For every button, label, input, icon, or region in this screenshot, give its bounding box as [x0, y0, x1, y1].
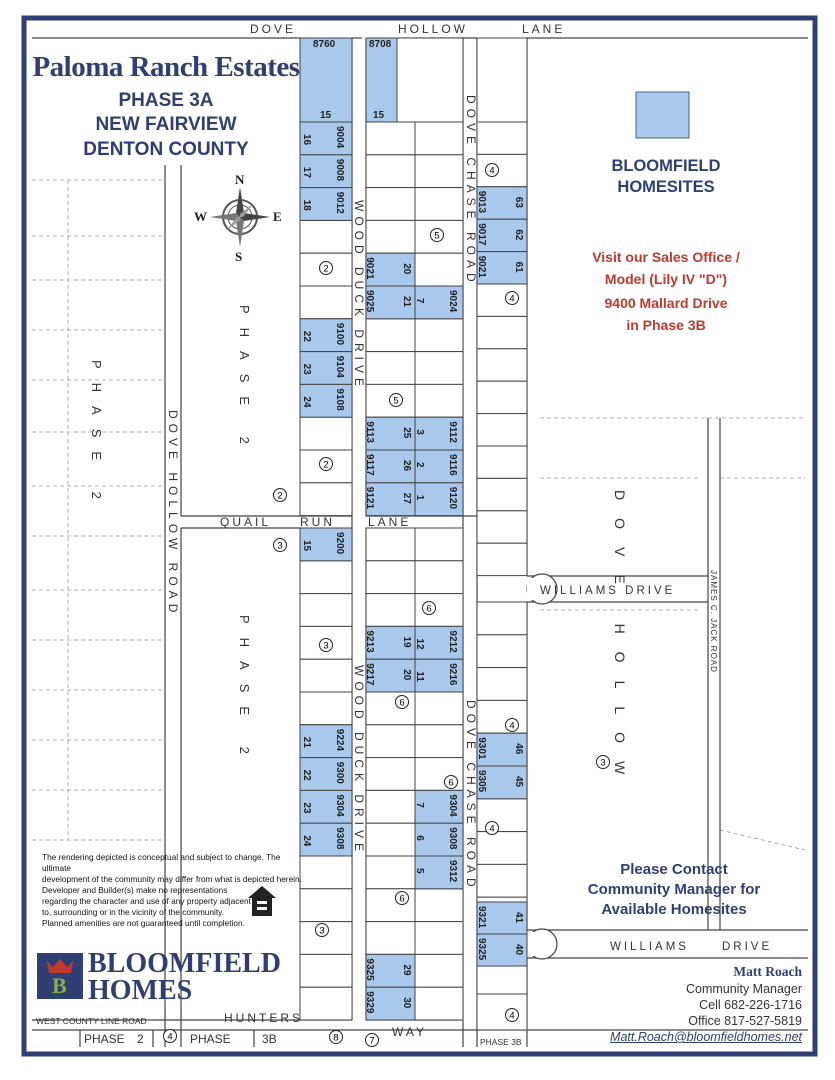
address-label: 9113	[364, 421, 375, 443]
lot	[397, 38, 463, 122]
svg-text:3: 3	[319, 925, 325, 937]
address-label: 9224	[334, 728, 345, 752]
lot	[366, 188, 415, 221]
address-label: 9012	[334, 191, 345, 214]
lot-number: 26	[401, 460, 412, 472]
lot-number: 27	[401, 492, 412, 504]
address-label: 9305	[476, 770, 487, 793]
lot-number: 61	[513, 261, 524, 273]
block-marker	[320, 458, 333, 471]
lot	[415, 561, 463, 594]
legend-label-line1: BLOOMFIELD	[611, 157, 721, 175]
lot	[415, 384, 463, 417]
lot-number: 23	[301, 802, 312, 814]
lot-number: 29	[401, 964, 412, 976]
street-dove-chase-lower: DOVE CHASE ROAD	[464, 700, 478, 892]
lot	[477, 122, 527, 154]
street-quail: QUAIL	[220, 515, 272, 529]
lot-number: 20	[401, 669, 412, 681]
contact-line2: Community Manager for	[587, 881, 761, 898]
address-label: 9024	[447, 290, 458, 313]
manager-office: Office 817-527-5819	[688, 1014, 802, 1028]
lot	[366, 889, 415, 922]
lot	[415, 692, 463, 725]
address-label: 9308	[334, 827, 345, 850]
street-hollow: HOLLOW	[398, 22, 469, 36]
address-label: 9120	[447, 486, 458, 510]
lot-number: 15	[373, 110, 385, 121]
lot	[477, 38, 527, 122]
lot	[477, 414, 527, 446]
lot	[366, 823, 415, 856]
bloomfield-logo-mark	[37, 953, 83, 999]
block-marker	[316, 924, 329, 937]
address-label: 9013	[476, 190, 487, 214]
lot	[415, 594, 463, 627]
lot	[415, 253, 463, 286]
street-james-jack: JAMES C. JACK ROAD	[709, 570, 718, 673]
lot	[366, 528, 415, 561]
lot-number: 21	[401, 296, 412, 308]
compass-e: E	[273, 209, 282, 224]
svg-text:6: 6	[399, 697, 405, 709]
svg-text:6: 6	[448, 777, 454, 789]
block-marker	[445, 776, 458, 789]
disclaimer-line: Planned amenities are not guaranteed until completion.	[42, 918, 245, 928]
lot	[415, 725, 463, 758]
lot-number: 11	[414, 671, 425, 682]
address-label: 9321	[476, 906, 487, 929]
address-label: 8708	[369, 39, 392, 50]
bottom-2-label: 2	[137, 1032, 144, 1046]
lot	[415, 889, 463, 922]
disclaimer-line: to, surrounding or in the vicinity of the community.	[42, 907, 225, 917]
address-label: 9117	[364, 454, 375, 476]
lot	[300, 659, 352, 692]
lot-number: 41	[513, 912, 524, 924]
lot	[300, 220, 352, 253]
block-marker	[396, 892, 409, 905]
block-marker	[320, 639, 333, 652]
address-label: 9017	[476, 223, 487, 246]
lot	[300, 417, 352, 450]
lot	[366, 352, 415, 385]
block-marker	[366, 1034, 379, 1047]
svg-text:2: 2	[277, 490, 283, 502]
lot	[477, 316, 527, 348]
county-subtitle: DENTON COUNTY	[83, 139, 249, 160]
address-label: 9213	[364, 630, 375, 653]
lot-number: 16	[301, 134, 312, 146]
block-marker	[423, 602, 436, 615]
address-label: 9216	[447, 663, 458, 686]
lot	[477, 284, 527, 316]
lot	[366, 790, 415, 823]
bottom-phase-label-2: PHASE	[190, 1032, 231, 1046]
logo-line2: HOMES	[88, 975, 193, 1006]
lot-number: 5	[414, 868, 425, 874]
lot-number: 24	[301, 396, 312, 408]
manager-name: Matt Roach	[733, 964, 802, 979]
address-label: 9104	[334, 355, 345, 378]
lot-number: 1	[414, 494, 425, 501]
street-williams-upper: WILLIAMS DRIVE	[540, 585, 676, 597]
svg-text:3: 3	[600, 757, 606, 769]
address-label: 9325	[476, 938, 487, 961]
legend-label	[560, 156, 772, 198]
compass-s: S	[235, 249, 243, 264]
address-label: 9021	[476, 255, 487, 278]
street-williams: WILLIAMS	[610, 941, 689, 953]
svg-text:4: 4	[509, 293, 515, 305]
address-label: 9217	[364, 663, 375, 686]
lot	[366, 594, 415, 627]
lot	[300, 483, 352, 516]
address-label: 9308	[447, 827, 458, 850]
address-label: 8760	[313, 39, 336, 50]
phase-2-left: PHASE 2	[89, 360, 104, 513]
lot	[415, 528, 463, 561]
lot-number: 17	[301, 166, 312, 178]
block-marker	[274, 489, 287, 502]
block-marker	[506, 719, 519, 732]
street-drive: DRIVE	[722, 941, 773, 953]
lot-number: 22	[301, 769, 312, 781]
lot	[300, 987, 352, 1020]
lot	[477, 700, 527, 733]
page-title: Paloma Ranch Estates	[32, 51, 300, 83]
block-marker	[506, 1009, 519, 1022]
sales-office-line3: 9400 Mallard Drive	[604, 295, 728, 311]
legend-label-line2: HOMESITES	[617, 178, 715, 196]
lot	[477, 381, 527, 413]
address-label: 9025	[364, 290, 375, 313]
lot	[477, 154, 527, 186]
svg-text:5: 5	[393, 395, 399, 407]
lot-number: 19	[401, 636, 412, 648]
address-label: 9108	[334, 388, 345, 411]
address-label: 9200	[334, 532, 345, 555]
disclaimer-line: development of the community may differ from what is depicted herein.	[42, 874, 302, 884]
address-label: 9021	[364, 257, 375, 280]
street-dove-chase-upper: DOVE CHASE ROAD	[464, 95, 478, 287]
address-label: 9004	[334, 126, 345, 149]
lot-number: 62	[513, 229, 524, 241]
lot-number: 30	[401, 997, 412, 1009]
phase-2-lower: PHASE 2	[237, 615, 252, 768]
lot	[366, 220, 415, 253]
block-marker	[274, 539, 287, 552]
svg-text:8: 8	[333, 1032, 339, 1044]
address-label: 9325	[364, 958, 375, 981]
street-dove: DOVE	[250, 22, 297, 36]
block-marker	[164, 1030, 177, 1043]
block-marker	[390, 394, 403, 407]
address-label: 9312	[447, 860, 458, 883]
lot	[300, 286, 352, 319]
lot-number: 12	[414, 638, 425, 650]
lot	[477, 799, 527, 832]
svg-text:7: 7	[369, 1035, 375, 1047]
block-marker	[506, 292, 519, 305]
compass-n: N	[235, 172, 245, 187]
street-lane-2: LANE	[368, 515, 412, 529]
lot-number: 46	[513, 743, 524, 755]
manager-cell: Cell 682-226-1716	[699, 998, 802, 1012]
disclaimer-line: The rendering depicted is conceptual and subject to change. The ultimate	[42, 852, 281, 873]
lot	[477, 478, 527, 510]
lot	[300, 692, 352, 725]
contact-line1: Please Contact	[620, 861, 728, 878]
street-dove-hollow-road: DOVE HOLLOW ROAD	[166, 410, 180, 618]
lot	[366, 155, 415, 188]
lot-number: 23	[301, 363, 312, 375]
logo-line1: BLOOMFIELD	[88, 948, 281, 979]
disclaimer-line: regarding the character and use of any property adjacent	[42, 896, 251, 906]
lot	[366, 561, 415, 594]
lot	[415, 352, 463, 385]
lot	[477, 446, 527, 478]
contact-line3: Available Homesites	[601, 901, 747, 918]
address-label: 9301	[476, 737, 487, 760]
address-label: 9116	[447, 454, 458, 476]
address-label: 9304	[447, 794, 458, 817]
lot	[366, 692, 415, 725]
bottom-phase-label: PHASE	[84, 1032, 125, 1046]
block-marker	[486, 822, 499, 835]
lot-number: 15	[320, 110, 332, 121]
disclaimer-line: Developer and Builder(s) make no representations	[42, 885, 228, 895]
lot	[477, 349, 527, 381]
lot	[477, 635, 527, 668]
lot	[477, 864, 527, 897]
lot	[366, 725, 415, 758]
lot-number: 22	[301, 330, 312, 342]
manager-email-link[interactable]: Matt.Roach@bloomfieldhomes.net	[610, 1030, 802, 1044]
legend-swatch	[636, 92, 689, 138]
sales-office-line2: Model (Lily IV "D")	[604, 271, 728, 287]
lot-number: 2	[414, 462, 425, 468]
sales-office-line1: Visit our Sales Office /	[592, 249, 740, 265]
disclaimer	[42, 852, 310, 929]
lot-number: 63	[513, 196, 524, 208]
address-label: 9112	[447, 421, 458, 443]
bottom-3b-label: 3B	[262, 1032, 277, 1046]
lot	[415, 954, 463, 987]
lot-number: 24	[301, 835, 312, 847]
address-label: 9212	[447, 630, 458, 653]
lot	[477, 543, 527, 575]
lot	[366, 758, 415, 791]
lot	[477, 832, 527, 865]
svg-text:4: 4	[489, 823, 495, 835]
address-label: 9329	[364, 991, 375, 1014]
address-label: 9304	[334, 794, 345, 817]
lot	[366, 319, 415, 352]
street-run: RUN	[300, 515, 335, 529]
lot-number: 7	[414, 802, 425, 808]
lot	[366, 856, 415, 889]
svg-text:3: 3	[323, 640, 329, 652]
lot-number: 3	[414, 429, 425, 435]
lot	[300, 561, 352, 594]
svg-text:3: 3	[277, 540, 283, 552]
lot	[477, 994, 527, 1030]
lot-number: 21	[301, 736, 312, 748]
street-hunters: HUNTERS	[224, 1011, 304, 1025]
lot	[477, 602, 527, 635]
phase-2-upper: PHASE 2	[237, 305, 252, 458]
block-marker	[396, 696, 409, 709]
svg-text:2: 2	[323, 459, 329, 471]
svg-text:6: 6	[399, 893, 405, 905]
lot-number: 7	[414, 298, 425, 304]
lot	[477, 511, 527, 543]
lot-number: 45	[513, 776, 524, 788]
lot	[415, 122, 463, 155]
lot-number: 25	[401, 427, 412, 439]
block-marker	[320, 262, 333, 275]
block-marker	[486, 164, 499, 177]
west-county-line-road: WEST COUNTY LINE ROAD	[36, 1016, 147, 1026]
street-wood-duck-upper: WOOD DUCK DRIVE	[352, 200, 366, 392]
svg-text:B: B	[52, 973, 67, 998]
svg-text:5: 5	[434, 230, 440, 242]
lot	[300, 594, 352, 627]
street-wood-duck-lower: WOOD DUCK DRIVE	[352, 665, 366, 857]
lot	[477, 668, 527, 701]
lot-number: 40	[513, 944, 524, 956]
address-label: 9121	[364, 486, 375, 510]
sales-office-line4: in Phase 3B	[626, 317, 706, 333]
manager-role: Community Manager	[685, 982, 802, 996]
dove-hollow-right: DOVE HOLLOW	[612, 490, 628, 793]
lot-number: 15	[301, 540, 312, 552]
compass-w: W	[194, 209, 207, 224]
lot	[415, 987, 463, 1020]
lot	[415, 319, 463, 352]
svg-text:4: 4	[167, 1031, 173, 1043]
svg-text:4: 4	[509, 720, 515, 732]
lot	[366, 922, 415, 955]
block-marker	[330, 1031, 343, 1044]
lot-number: 6	[414, 835, 425, 841]
street-way: WAY	[392, 1025, 427, 1039]
lot	[366, 122, 415, 155]
lot-number: 20	[401, 263, 412, 275]
street-lane: LANE	[522, 22, 566, 36]
lot	[415, 188, 463, 221]
svg-text:2: 2	[323, 263, 329, 275]
lot	[300, 954, 352, 987]
lot	[415, 922, 463, 955]
address-label: 9008	[334, 158, 345, 182]
block-marker	[597, 756, 610, 769]
city-subtitle: NEW FAIRVIEW	[95, 114, 237, 135]
block-marker	[431, 229, 444, 242]
svg-text:4: 4	[489, 165, 495, 177]
phase-3b-corner: PHASE 3B	[480, 1037, 522, 1047]
lot	[415, 155, 463, 188]
address-label: 9300	[334, 761, 345, 784]
svg-text:6: 6	[426, 603, 432, 615]
lot-number: 18	[301, 199, 312, 211]
phase-subtitle: PHASE 3A	[118, 90, 214, 111]
address-label: 9100	[334, 322, 345, 346]
svg-text:4: 4	[509, 1010, 515, 1022]
